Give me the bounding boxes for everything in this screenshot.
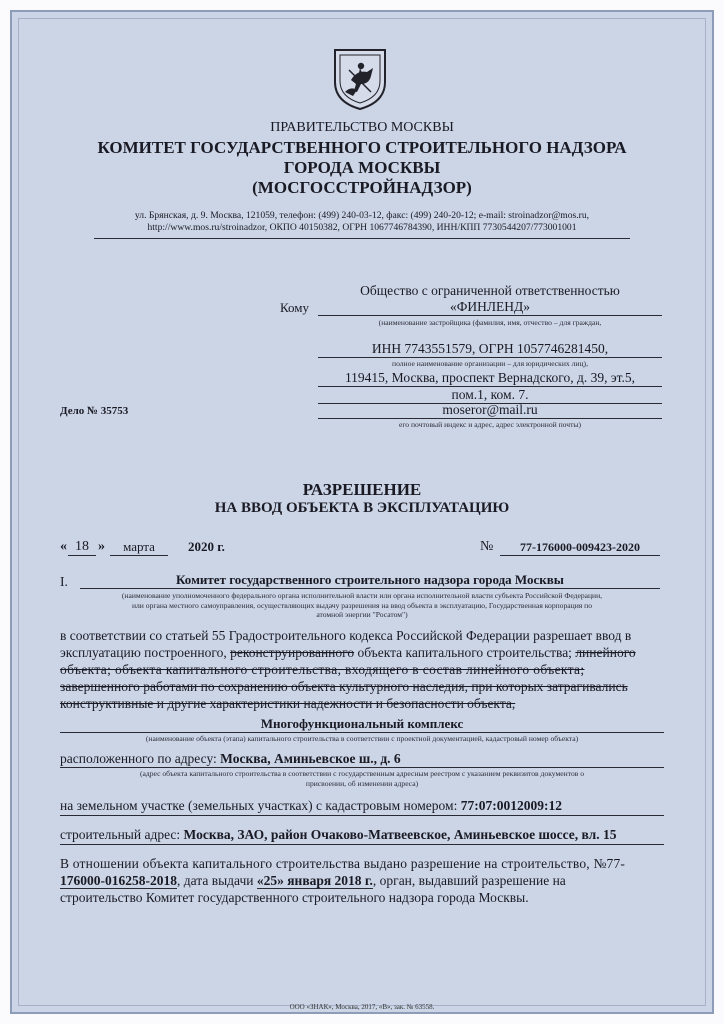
addressee-caption-3: его почтовый индекс и адрес, адрес электронной почты) (398, 420, 582, 429)
para-line-1: в соответствии со статьей 55 Градостроительного кодекса Российской Федерации разрешает ввод в (60, 628, 632, 643)
addressee-line-5: пом.1, ком. 7. (318, 387, 662, 404)
issuer-caption-3: атомной энергии "Росатом") (316, 610, 408, 620)
address-value: Москва, Аминьевское ш., д. 6 (220, 751, 401, 766)
cadastral-number: 77:07:0012009:12 (460, 798, 562, 813)
section-roman: I. (60, 574, 68, 589)
date-close-quote: » (98, 539, 105, 554)
moscow-coat-of-arms-icon (331, 46, 389, 112)
issuer-caption-2: или органа местного самоуправления, осуществляющих выдачу разрешения на ввод объекта в эксплуатацию, Государственная корпорация по (131, 600, 593, 610)
address-caption-2: присвоении, об изменении адреса) (305, 779, 419, 788)
contacts-line-1: ул. Брянская, д. 9. Москва, 121059, телефон: (499) 240-03-12, факс: (499) 240-20-12; e-mail: stroinadzor@mos.ru, (134, 210, 590, 221)
construction-permit-paragraph (60, 855, 664, 906)
date-day: 18 (68, 539, 96, 556)
object-name: Многофункциональный комплекс (60, 716, 664, 733)
para-line-2 (60, 644, 664, 661)
para-line-2-strike-2: линейного (575, 645, 636, 660)
issuer-caption-1: (наименование уполномоченного федерального органа исполнительной власти или органа исполнительной власти субъекта Российской Федерации, (121, 591, 603, 600)
para-line-3: объекта; объекта капитального строительства, входящего в состав линейного объекта; (60, 662, 585, 677)
contacts-block (80, 210, 644, 234)
address-caption (60, 769, 664, 789)
document-title: РАЗРЕШЕНИЕ (302, 480, 422, 499)
committee-line-2: ГОРОДА МОСКВЫ (283, 158, 441, 177)
addressee-line-2: «ФИНЛЕНД» (318, 299, 662, 316)
cadastral-rule (60, 815, 664, 816)
permit-line-2 (60, 872, 664, 889)
construction-permit-number: 176000-016258-2018 (60, 873, 177, 888)
printer-imprint: ООО «ЗНАК», Москва, 2017, «В», зак. № 63558. (289, 1003, 435, 1011)
para-line-5: конструктивные и другие характеристики надежности и безопасности объекта, (60, 696, 516, 711)
construction-permit-date: «25» января 2018 г. (256, 873, 373, 888)
addressee-caption-1: (наименование застройщика (фамилия, имя, отчество – для граждан, (378, 318, 602, 327)
to-label: Кому (280, 300, 310, 315)
addressee-line-3: ИНН 7743551579, ОГРН 1057746281450, (318, 341, 662, 358)
build-address-line (60, 826, 616, 843)
case-number: Дело № 35753 (60, 405, 129, 417)
object-address (60, 750, 664, 768)
build-address-rule (60, 844, 664, 845)
issuer-name: Комитет государственного строительного надзора города Москвы (80, 572, 660, 589)
para-line-2-a: эксплуатацию построенного, (60, 645, 231, 660)
document-subtitle: НА ВВОД ОБЪЕКТА В ЭКСПЛУАТАЦИЮ (214, 500, 510, 516)
permit-paragraph (60, 627, 664, 712)
date-open-quote: « (60, 539, 67, 554)
issuer-caption (60, 591, 664, 620)
date-year: 2020 г. (188, 539, 225, 554)
permit-line-2-mid: , дата выдачи (177, 873, 257, 888)
build-address-value: Москва, ЗАО, район Очаково-Матвеевское, Аминьевское шоссе, вл. 15 (183, 827, 617, 842)
permit-line-2-end: , орган, выдавший разрешение на (372, 873, 566, 888)
date-month: марта (110, 539, 168, 556)
object-caption: (наименование объекта (этапа) капитального строительства в соответствии с проектной документацией, кадастровый номер объекта) (145, 734, 579, 743)
permit-number: 77-176000-009423-2020 (500, 540, 660, 556)
permit-line-3: строительство Комитет государственного строительного надзора города Москвы. (60, 890, 529, 905)
cadastral-line (60, 797, 562, 814)
cadastral-label: на земельном участке (земельных участках) с кадастровым номером: (60, 798, 461, 813)
addressee-caption-2: полное наименование организации – для юридических лиц), (392, 359, 588, 368)
address-caption-1: (адрес объекта капитального строительства в соответствии с государственным адресным реестром с указанием реквизитов документов о (139, 769, 585, 778)
header-rule (94, 238, 630, 239)
para-line-2-b: объекта капитального строительства; (354, 645, 576, 660)
addressee-line-1: Общество с ограниченной ответственностью (360, 283, 620, 298)
permit-line-1: В отношении объекта капитального строительства выдано разрешение на строительство, №77- (60, 856, 626, 871)
addressee-line-4: 119415, Москва, проспект Вернадского, д. 39, эт.5, (318, 370, 662, 387)
committee-line-1: КОМИТЕТ ГОСУДАРСТВЕННОГО СТРОИТЕЛЬНОГО НАДЗОРА (97, 138, 627, 157)
number-sign: № (480, 539, 494, 554)
address-label: расположенного по адресу: (60, 751, 221, 766)
para-line-2-strike: реконструированного (230, 645, 355, 660)
build-address-label: строительный адрес: (60, 827, 184, 842)
committee-heading (0, 138, 724, 198)
government-heading: ПРАВИТЕЛЬСТВО МОСКВЫ (270, 120, 454, 135)
committee-line-3: (МОСГОССТРОЙНАДЗОР) (252, 178, 472, 197)
contacts-line-2: http://www.mos.ru/stroinadzor, ОКПО 40150382, ОГРН 1067746784390, ИНН/КПП 7730544207/773001001 (147, 222, 577, 233)
addressee-email: moseror@mail.ru (318, 402, 662, 419)
para-line-4: завершенного работами по сохранению объекта культурного наследия, при которых затрагивались (60, 679, 628, 694)
